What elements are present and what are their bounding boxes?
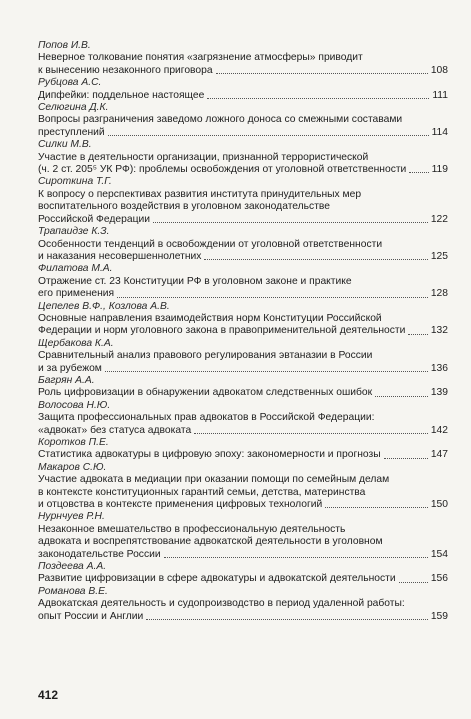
- toc-entry-last-line: [38, 164, 448, 176]
- toc-entry-title-line: «адвокат» без статуса адвоката: [38, 424, 192, 436]
- toc-entry-title-line: и за рубежом: [38, 362, 102, 374]
- toc-entry-author: Трапаидзе К.З.: [38, 226, 110, 238]
- toc-entry-author: Силки М.В.: [38, 139, 92, 151]
- toc-entry: [38, 375, 448, 400]
- dot-leader: [399, 582, 428, 583]
- toc-entry-author: Поздеева А.А.: [38, 561, 107, 573]
- toc-entry-title-line: (ч. 2 ст. 205⁵ УК РФ): проблемы освобождения от уголовной ответственности: [38, 164, 407, 176]
- toc-entry-author: Макаров С.Ю.: [38, 461, 107, 473]
- toc-entry-title-line: Развитие цифровизации в сфере адвокатуры и адвокатской деятельности: [38, 573, 396, 585]
- toc-entry-title-line: и отцовства в контексте применения цифровых технологий: [38, 499, 323, 511]
- toc-entry-last-line: [38, 363, 448, 375]
- toc-entry-page: 114: [431, 126, 448, 138]
- dot-leader: [384, 458, 428, 459]
- toc-entry-author: Волосова Н.Ю.: [38, 399, 111, 411]
- toc-entry-title-line: Особенности тенденций в освобождении от уголовной ответственности: [38, 238, 383, 250]
- toc-entry-page: 111: [432, 89, 448, 101]
- page-number: 412: [38, 688, 59, 702]
- toc-entry-page: 119: [431, 164, 448, 176]
- toc-entry-page: 156: [430, 573, 448, 585]
- toc-entry-last-line: [38, 449, 448, 461]
- toc-entry-page: 139: [430, 387, 448, 399]
- toc-entry-title-line: и наказания несовершеннолетних: [38, 250, 202, 262]
- table-of-contents: [38, 40, 448, 623]
- toc-entry-title-line: К вопросу о перспективах развития института принудительных мер: [38, 188, 362, 200]
- toc-entry-title-line: Вопросы разграничения заведомо ложного доноса со смежными составами: [38, 114, 403, 126]
- toc-entry-title-line: законодательстве России: [38, 548, 161, 560]
- toc-entry-title-line: Российской Федерации: [38, 213, 150, 225]
- toc-entry-title-line: Незаконное вмешательство в профессиональную деятельность: [38, 523, 346, 535]
- toc-entry-page: 150: [430, 499, 448, 511]
- toc-entry: [38, 176, 448, 226]
- dot-leader: [408, 334, 427, 335]
- toc-entry-last-line: [38, 499, 448, 511]
- toc-entry-last-line: [38, 549, 448, 561]
- toc-entry: [38, 400, 448, 437]
- toc-entry-page: 154: [430, 548, 448, 560]
- toc-entry-last-line: [38, 288, 448, 300]
- toc-entry-author: Сироткина Т.Г.: [38, 176, 112, 188]
- toc-entry-page: 147: [430, 449, 448, 461]
- toc-entry-author: Рубцова А.С.: [38, 77, 102, 89]
- toc-entry-title-line: адвоката и воспрепятствование адвокатской деятельности в уголовном: [38, 536, 383, 548]
- toc-entry-author: Нурнчуев Р.Н.: [38, 511, 105, 523]
- toc-entry: [38, 77, 448, 102]
- toc-entry-page: 125: [430, 250, 448, 262]
- toc-entry-page: 136: [430, 362, 448, 374]
- dot-leader: [216, 73, 428, 74]
- toc-entry: [38, 139, 448, 176]
- toc-entry-last-line: [38, 325, 448, 337]
- toc-entry-title-line: Неверное толкование понятия «загрязнение атмосферы» приводит: [38, 52, 363, 64]
- toc-entry: [38, 561, 448, 586]
- toc-entry-title-line: Роль цифровизации в обнаружении адвокатом следственных ошибок: [38, 387, 373, 399]
- toc-entry-page: 128: [430, 288, 448, 300]
- dot-leader: [409, 172, 428, 173]
- toc-entry: [38, 301, 448, 338]
- dot-leader: [194, 433, 428, 434]
- toc-entry-page: 159: [430, 610, 448, 622]
- toc-entry-page: 142: [430, 424, 448, 436]
- dot-leader: [325, 507, 428, 508]
- toc-entry-title-line: Федерации и норм уголовного закона в правоприменительной деятельности: [38, 325, 406, 337]
- toc-entry-title-line: Отражение ст. 23 Конституции РФ в уголовном законе и практике: [38, 275, 352, 287]
- toc-entry-last-line: [38, 251, 448, 263]
- toc-entry: [38, 263, 448, 300]
- toc-entry-last-line: [38, 425, 448, 437]
- dot-leader: [108, 135, 429, 136]
- dot-leader: [375, 396, 428, 397]
- toc-entry-author: Цепелев В.Ф., Козлова А.В.: [38, 300, 170, 312]
- toc-entry-author: Багрян А.А.: [38, 374, 95, 386]
- dot-leader: [146, 619, 428, 620]
- toc-entry-title-line: Адвокатская деятельность и судопроизводство в период удаленной работы:: [38, 598, 405, 610]
- dot-leader: [117, 297, 428, 298]
- toc-entry: [38, 437, 448, 462]
- toc-entry-title-line: Статистика адвокатуры в цифровую эпоху: закономерности и прогнозы: [38, 449, 381, 461]
- toc-entry: [38, 586, 448, 623]
- toc-entry-last-line: [38, 611, 448, 623]
- toc-entry-last-line: [38, 214, 448, 226]
- toc-entry-last-line: [38, 90, 448, 102]
- toc-entry-author: Романова В.Е.: [38, 585, 108, 597]
- dot-leader: [105, 371, 428, 372]
- toc-entry-title-line: Защита профессиональных прав адвокатов в Российской Федерации:: [38, 412, 375, 424]
- toc-entry-author: Филатова М.А.: [38, 263, 113, 275]
- toc-entry-title-line: Участие в деятельности организации, признанной террористической: [38, 151, 369, 163]
- toc-entry-title-line: Сравнительный анализ правового регулирования эвтаназии в России: [38, 350, 373, 362]
- toc-entry: [38, 462, 448, 512]
- toc-entry-page: 108: [430, 64, 448, 76]
- toc-entry: [38, 226, 448, 263]
- toc-entry-last-line: [38, 65, 448, 77]
- toc-entry-author: Щербакова К.А.: [38, 337, 114, 349]
- toc-entry-last-line: [38, 127, 448, 139]
- toc-entry: [38, 338, 448, 375]
- toc-entry-title-line: к вынесению незаконного приговора: [38, 64, 213, 76]
- toc-entry-page: 132: [430, 325, 448, 337]
- dot-leader: [153, 222, 428, 223]
- toc-entry-title-line: Основные направления взаимодействия норм Конституции Российской: [38, 312, 382, 324]
- dot-leader: [164, 557, 428, 558]
- dot-leader: [204, 259, 427, 260]
- toc-entry: [38, 511, 448, 561]
- toc-entry: [38, 40, 448, 77]
- toc-entry-author: Коротков П.Е.: [38, 437, 109, 448]
- toc-entry-author: Селюгина Д.К.: [38, 102, 109, 114]
- toc-entry-author: Попов И.В.: [38, 40, 91, 51]
- toc-entry-last-line: [38, 387, 448, 399]
- toc-entry-title-line: преступлений: [38, 126, 105, 138]
- toc-entry-title-line: его применения: [38, 288, 115, 300]
- toc-entry-title-line: Участие адвоката в медиации при оказании помощи по семейным делам: [38, 474, 390, 486]
- toc-entry-title-line: Дипфейки: поддельное настоящее: [38, 89, 205, 101]
- toc-entry-title-line: в контексте конституционных гарантий семьи, детства, материнства: [38, 486, 366, 498]
- toc-entry: [38, 102, 448, 139]
- dot-leader: [207, 98, 429, 99]
- toc-entry-title-line: опыт России и Англии: [38, 610, 144, 622]
- toc-entry-page: 122: [430, 213, 448, 225]
- toc-entry-title-line: воспитательного воздействия в уголовном законодательстве: [38, 201, 330, 213]
- toc-entry-last-line: [38, 573, 448, 585]
